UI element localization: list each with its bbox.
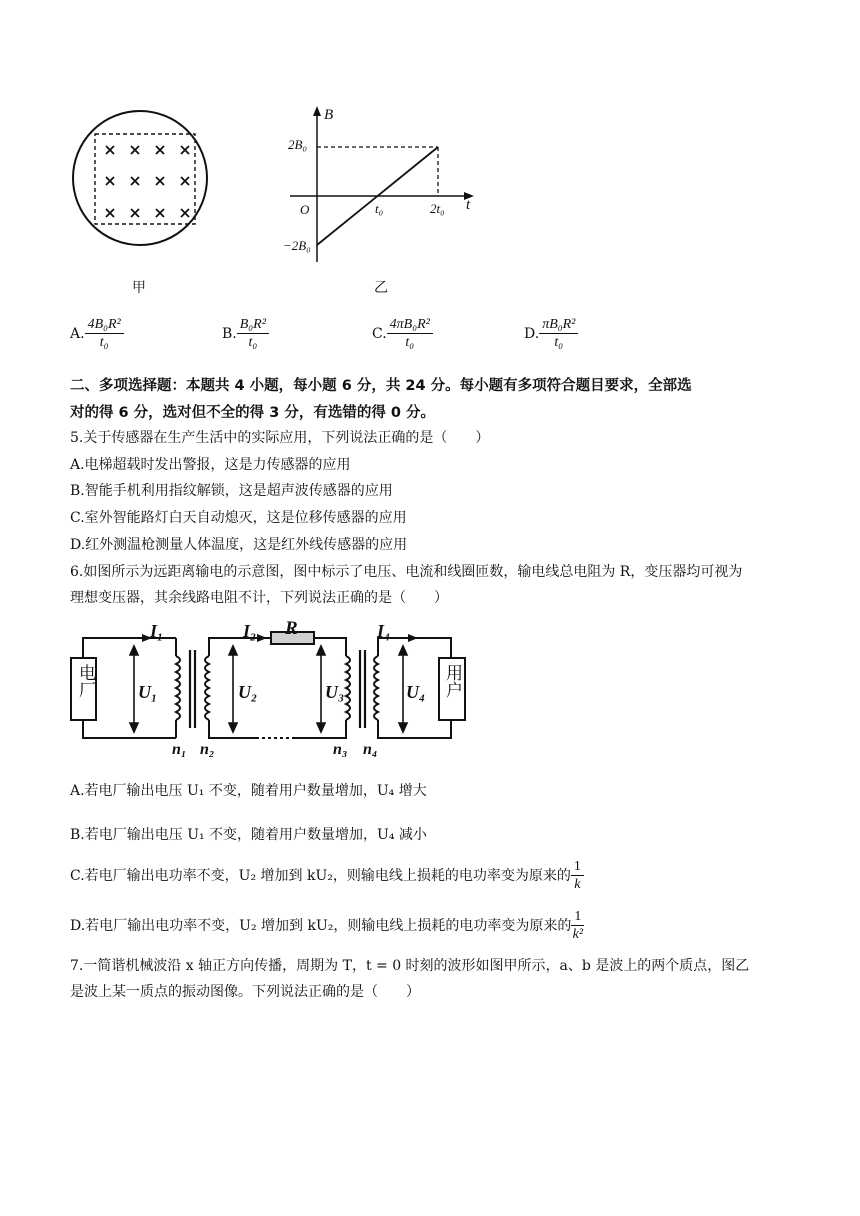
circuit-n4: n₄ (363, 741, 378, 758)
q6-option-d-fraction: $\frac{1}{\text{k²}}$ (572, 909, 584, 942)
graph-y-top: 2B₀ (288, 137, 307, 152)
q6-stem-line2: 理想变压器，其余线路电阻不计，下列说法正确的是（ ） (70, 590, 448, 606)
circuit-n3: n₃ (333, 741, 348, 758)
circuit-n2: n₂ (200, 741, 215, 758)
q5-option-a[interactable]: A.电梯超载时发出警报，这是力传感器的应用 (70, 457, 351, 473)
q4-option-c[interactable]: C. $\frac{\text{4πB₀R²}}{\text{t₀}}$ (372, 316, 433, 351)
figure-yi-label: 乙 (374, 280, 388, 296)
circuit-n1: n₁ (172, 741, 187, 758)
circuit-u4: U₄ (406, 682, 426, 702)
circuit-i4: I₄ (377, 621, 391, 641)
graph-x-end: 2t₀ (430, 201, 445, 216)
q5-option-d[interactable]: D.红外测温枪测量人体温度，这是红外线传感器的应用 (70, 537, 408, 553)
q4-option-a-fraction: $\frac{\text{4B₀R²}}{\text{t₀}}$ (85, 316, 124, 351)
q4-option-c-fraction: $\frac{\text{4πB₀R²}}{\text{t₀}}$ (387, 316, 433, 351)
circuit-u3: U₃ (325, 682, 345, 702)
q6-option-b[interactable]: B.若电厂输出电压 U₁ 不变，随着用户数量增加，U₄ 减小 (70, 827, 427, 843)
section2-heading-line2: 对的得 6 分，选对但不全的得 3 分，有选错的得 0 分。 (70, 405, 436, 421)
q6-option-a[interactable]: A.若电厂输出电压 U₁ 不变，随着用户数量增加，U₄ 增大 (70, 783, 427, 799)
graph-axis-b: B (324, 107, 334, 123)
section2-heading-line1: 二、多项选择题：本题共 4 小题，每小题 6 分，共 24 分。每小题有多项符合题目要求，全部选 (70, 378, 692, 394)
circuit-user-label: 用户 (442, 664, 462, 698)
q6-option-c-fraction: $\frac{1}{k}$ (571, 858, 584, 893)
q4-option-b-fraction: $\frac{\text{B₀R²}}{\text{t₀}}$ (237, 316, 269, 351)
q4-option-a[interactable]: A. $\frac{\text{4B₀R²}}{\text{t₀}}$ (70, 316, 124, 351)
q7-stem-line2: 是波上某一质点的振动图像。下列说法正确的是（ ） (70, 984, 420, 1000)
magnetic-field-marks (106, 146, 189, 217)
circuit-u1: U₁ (138, 682, 158, 702)
q5-stem: 5.关于传感器在生产生活中的实际应用，下列说法正确的是（ ） (70, 430, 490, 446)
q6-option-d[interactable]: D.若电厂输出电功率不变，U₂ 增加到 kU₂，则输电线上损耗的电功率变为原来的 $\frac{1}{\text{k²}}$ (70, 909, 584, 942)
q4-option-d[interactable]: D. $\frac{\text{πB₀R²}}{\text{t₀}}$ (524, 316, 578, 351)
circuit-i2: I₂ (243, 621, 257, 641)
figure-jia-label: 甲 (132, 280, 146, 296)
q6-stem-line1: 6.如图所示为远距离输电的示意图，图中标示了电压、电流和线圈匝数，输电线总电阻为 R，变压器均可视为 (70, 564, 743, 580)
circuit-i1: I₁ (150, 621, 164, 641)
q7-stem-line1: 7.一简谐机械波沿 x 轴正方向传播，周期为 T，t = 0 时刻的波形如图甲所示，a、b 是波上的两个质点，图乙 (70, 958, 750, 974)
q5-option-c[interactable]: C.室外智能路灯白天自动熄灭，这是位移传感器的应用 (70, 510, 407, 526)
figure-jia (68, 100, 218, 260)
graph-origin: O (300, 202, 310, 217)
graph-y-bottom: −2B₀ (283, 238, 311, 253)
circuit-plant-label: 电厂 (75, 664, 95, 698)
q5-option-b[interactable]: B.智能手机利用指纹解锁，这是超声波传感器的应用 (70, 483, 393, 499)
q6-option-c[interactable]: C.若电厂输出电功率不变，U₂ 增加到 kU₂，则输电线上损耗的电功率变为原来的 $\frac{1}{k}$ (70, 858, 584, 893)
graph-axis-t: t (466, 197, 471, 213)
circuit-u2: U₂ (238, 682, 258, 702)
circuit-r: R (285, 618, 298, 639)
graph-x-mid: t₀ (375, 201, 384, 216)
q4-option-d-fraction: $\frac{\text{πB₀R²}}{\text{t₀}}$ (539, 316, 578, 351)
q4-option-b[interactable]: B. $\frac{\text{B₀R²}}{\text{t₀}}$ (222, 316, 269, 351)
